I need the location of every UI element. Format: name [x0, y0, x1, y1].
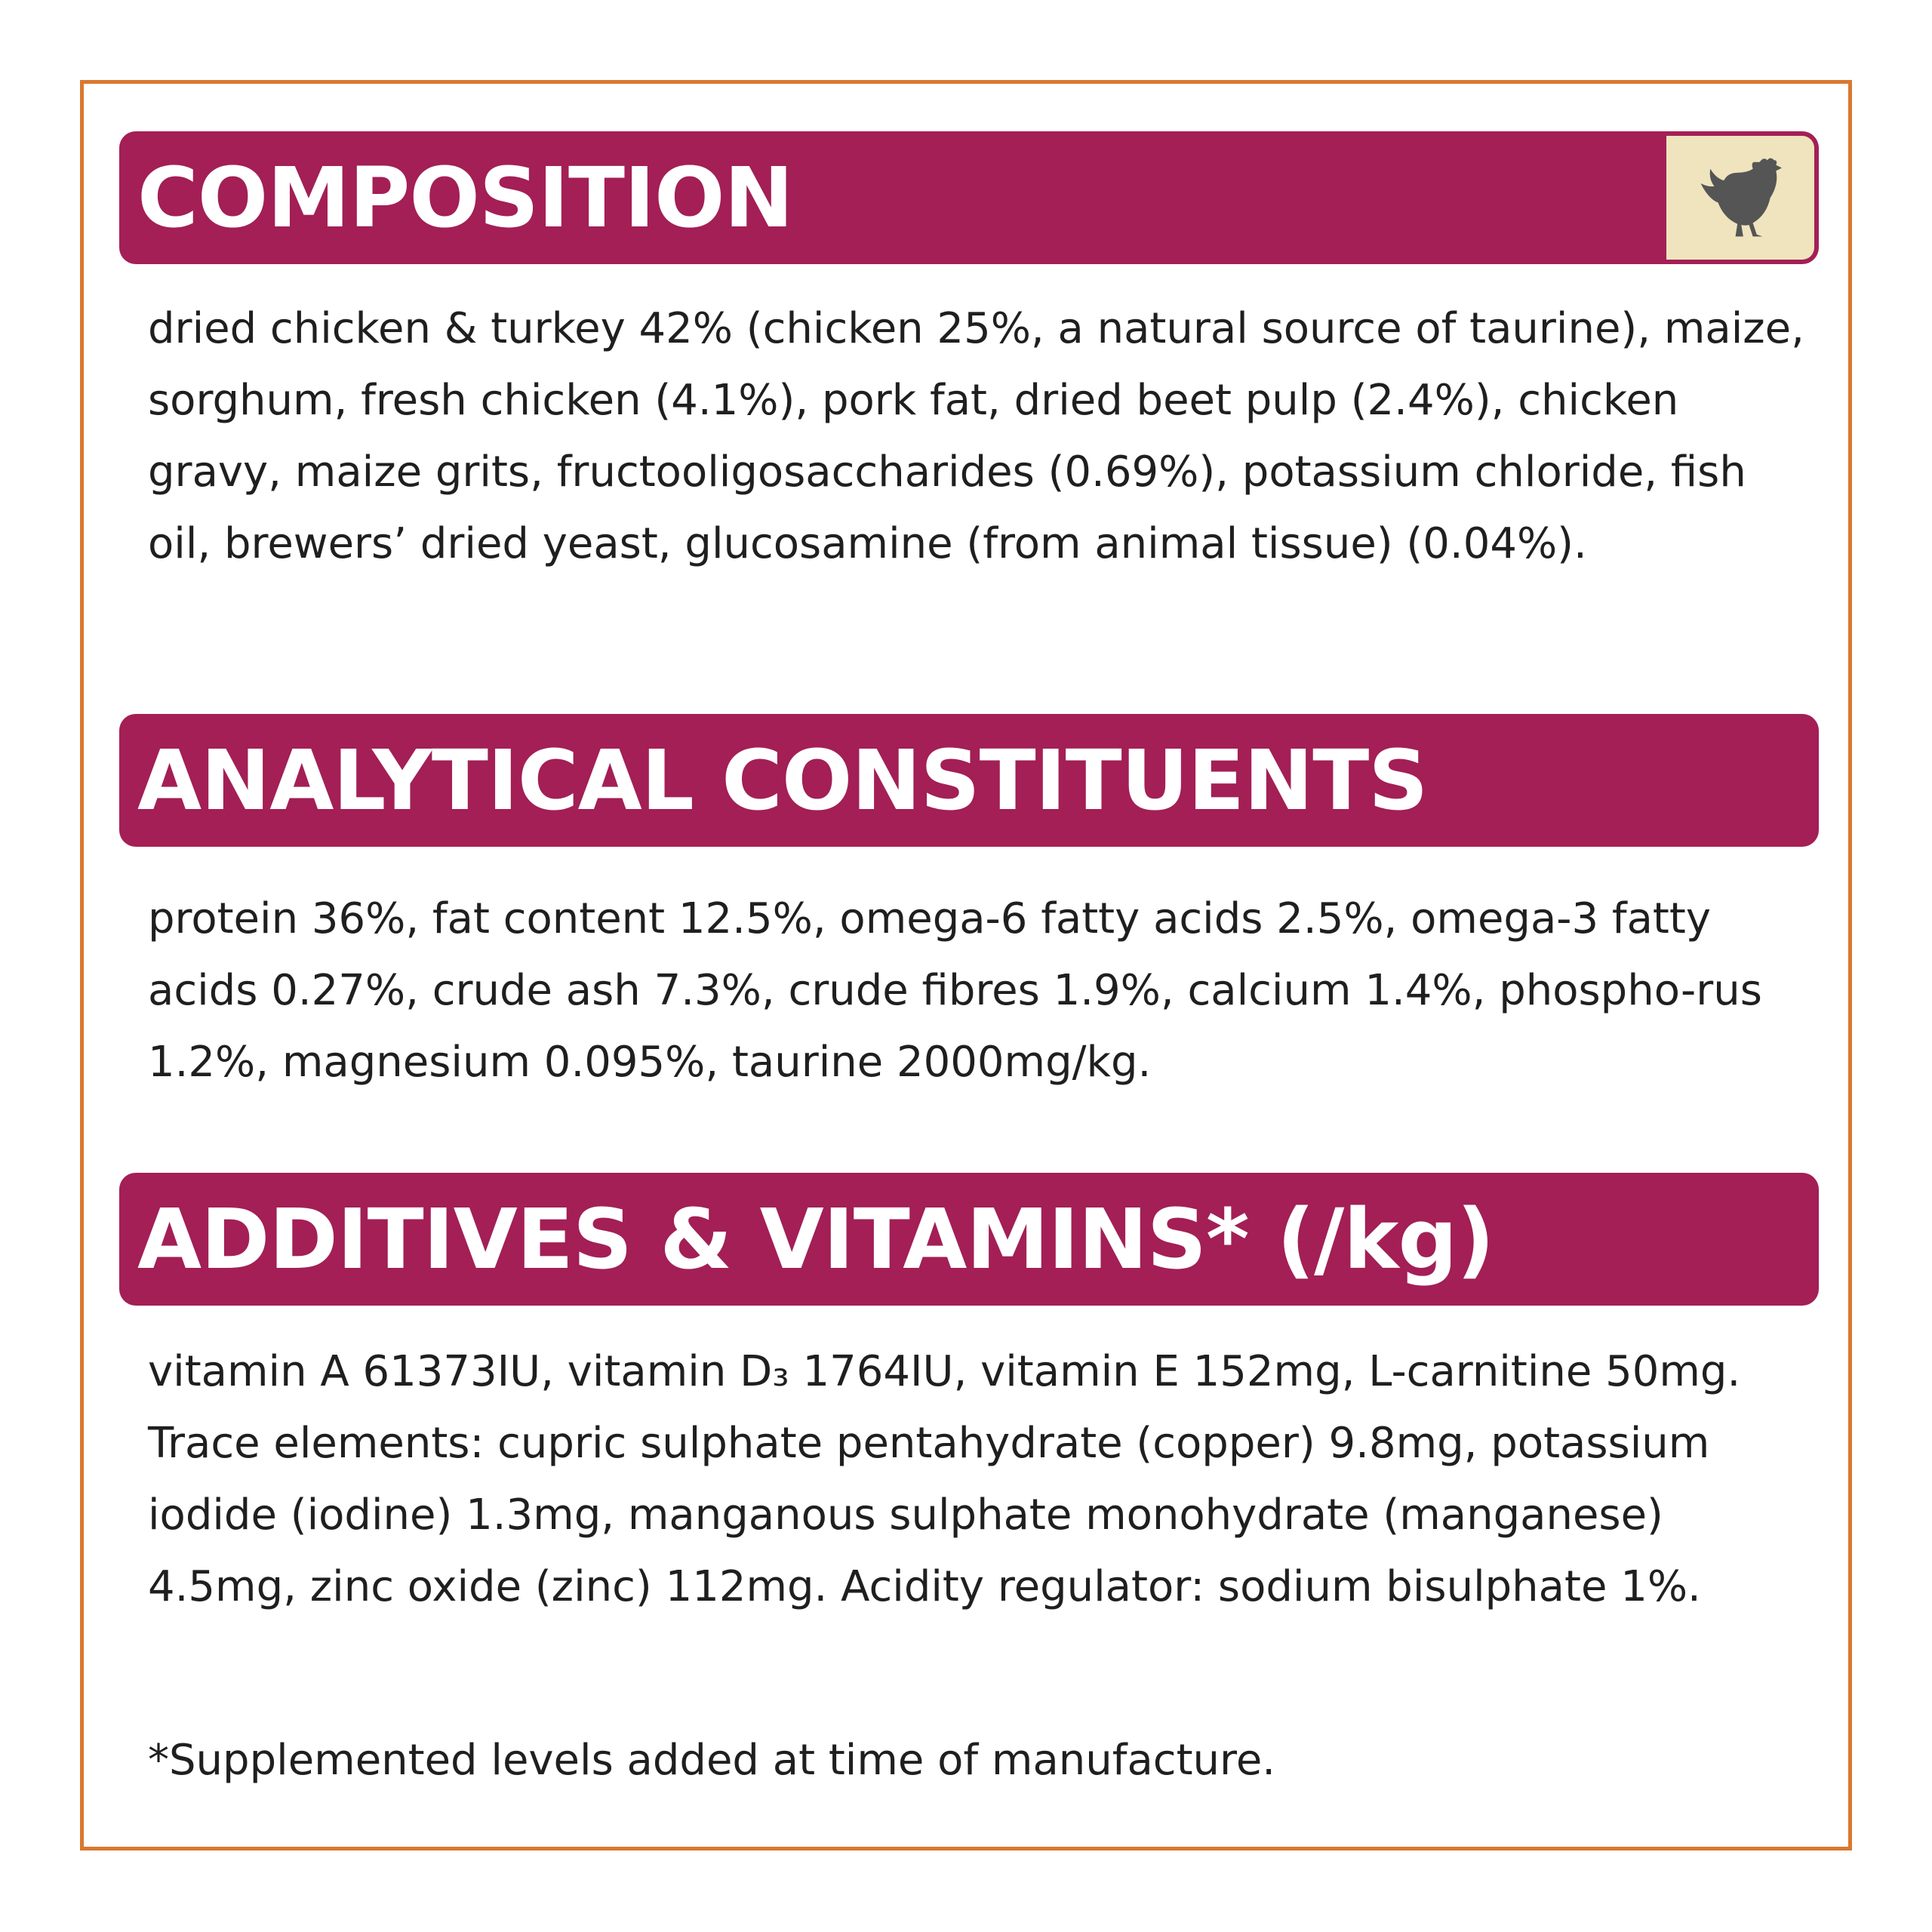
- analytical-banner: [119, 714, 1819, 847]
- additives-footnote: *Supplemented levels added at time of manufacture.: [148, 1736, 1276, 1785]
- analytical-text: protein 36%, fat content 12.5%, omega-6 fatty acids 2.5%, omega-3 fatty acids 0.27%, crude ash 7.3%, crude fibres 1.9%, calcium 1.4%, phospho-rus 1.2%, magnesium 0.095%, taurine 2000mg/kg.: [148, 894, 1762, 1087]
- additives-banner: [119, 1173, 1819, 1306]
- chicken-icon-box: [1666, 136, 1814, 260]
- composition-title: COMPOSITION: [137, 149, 793, 246]
- chicken-icon: [1692, 152, 1789, 249]
- additives-text: vitamin A 61373IU, vitamin D₃ 1764IU, vitamin E 152mg, L-carnitine 50mg. Trace elements: cupric sulphate pentahydrate (copper) 9.8mg, potassium iodide (iodine) 1.3mg, manganous sulphate monohydrate (manganese) 4.5mg, zinc oxide (zinc) 112mg. Acidity regulator: sodium bisulphate 1%.: [148, 1347, 1741, 1611]
- composition-text: dried chicken & turkey 42% (chicken 25%, a natural source of taurine), maize, sorghum, fresh chicken (4.1%), pork fat, dried beet pulp (2.4%), chicken gravy, maize grits, fructooligosaccharides (0.69%), potassium chloride, fish oil, brewers’ dried yeast, glucosamine (from animal tissue) (0.04%).: [148, 304, 1804, 568]
- additives-title: ADDITIVES & VITAMINS* (/kg): [137, 1191, 1494, 1287]
- composition-banner: [119, 131, 1819, 264]
- analytical-title: ANALYTICAL CONSTITUENTS: [137, 732, 1428, 829]
